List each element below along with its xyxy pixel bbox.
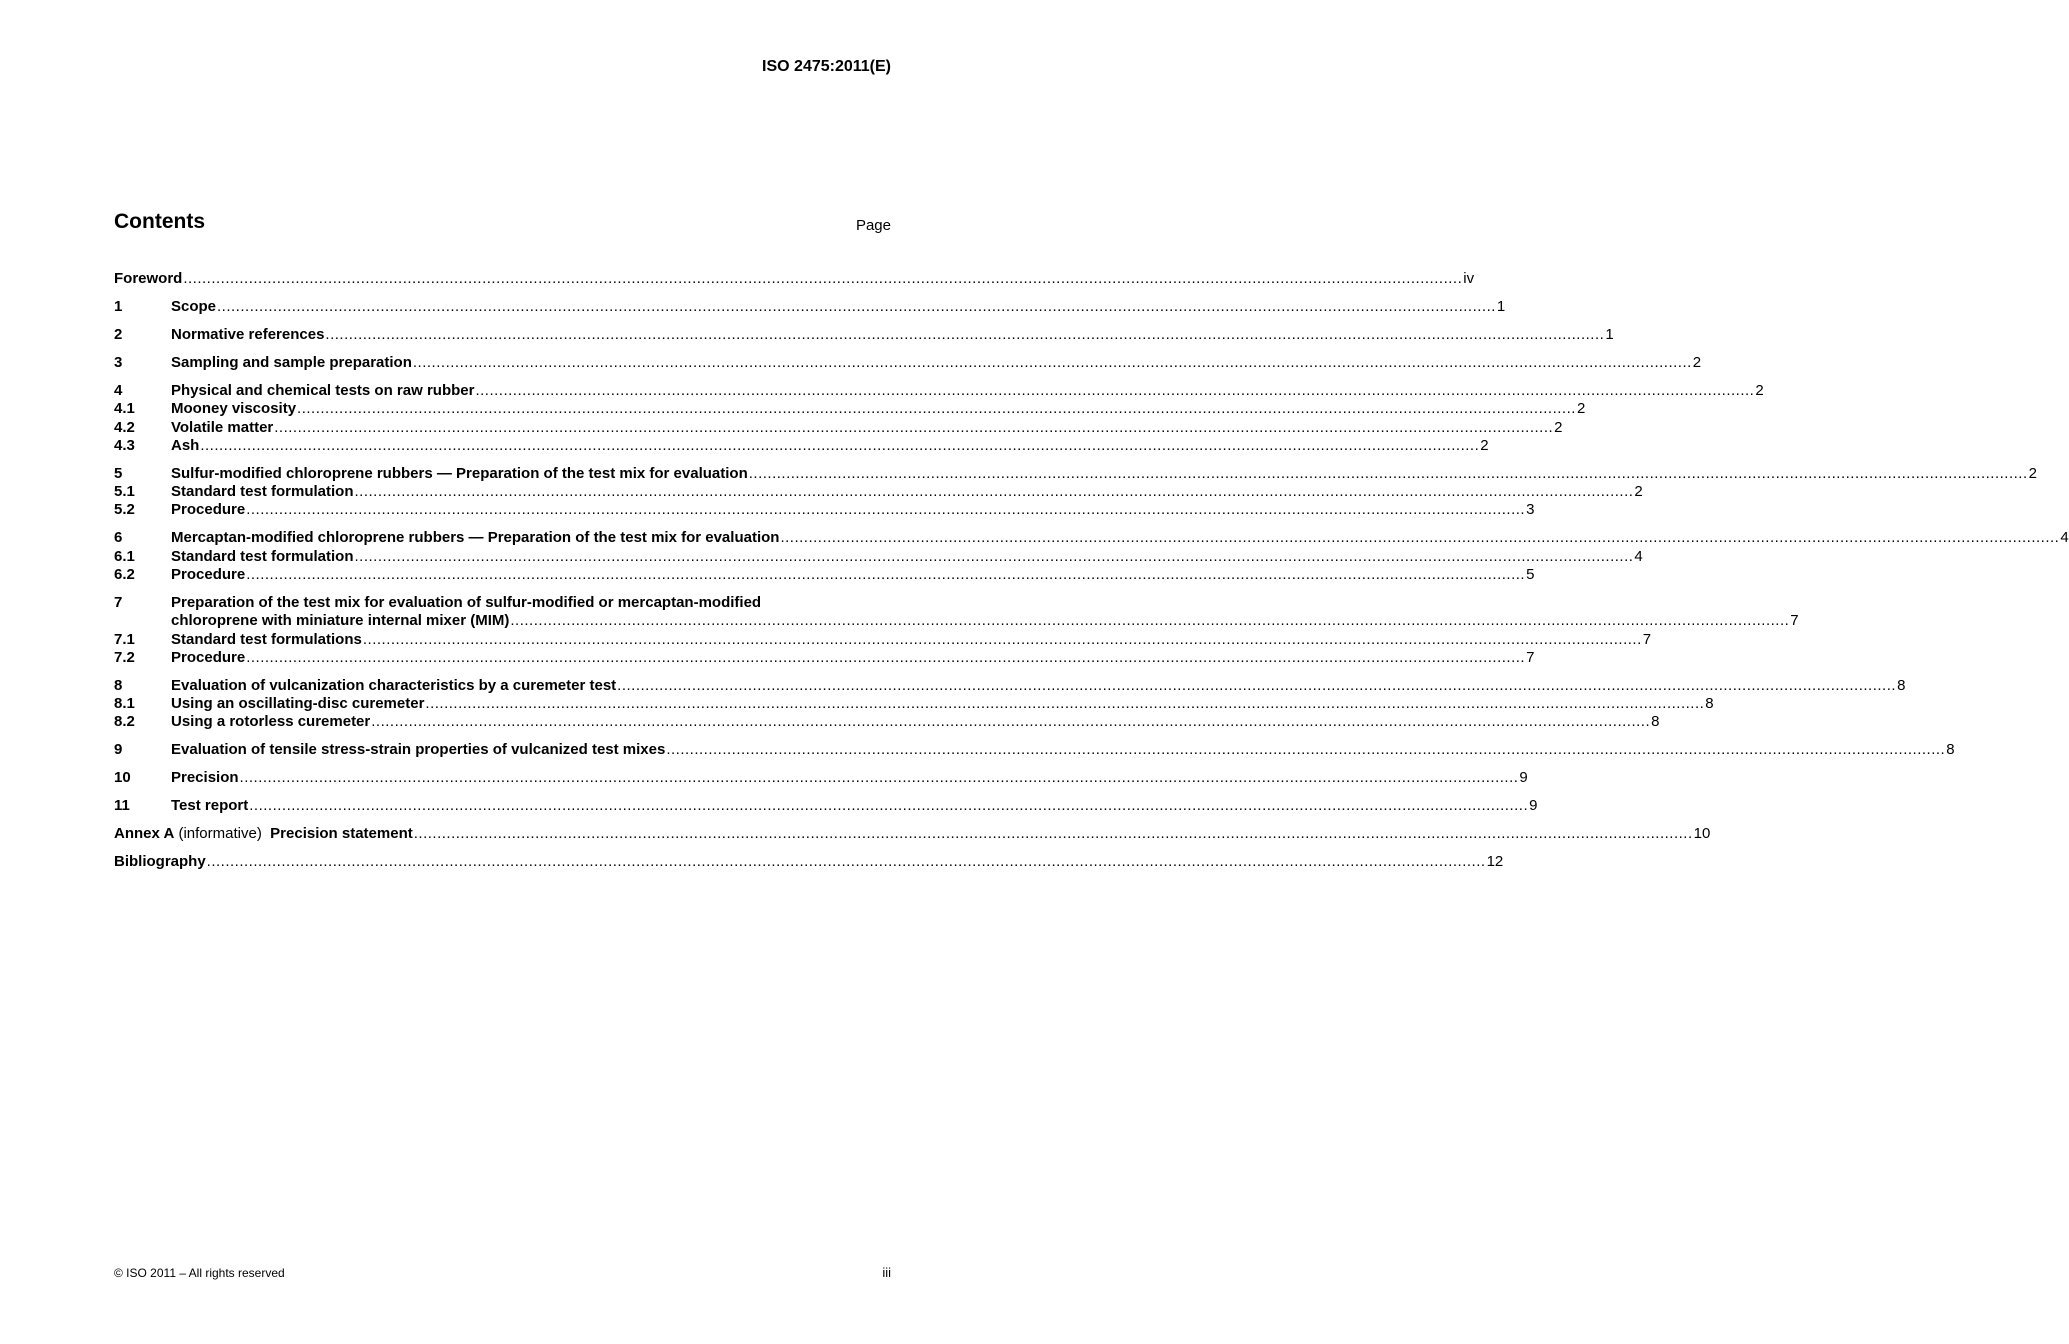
toc-title: Procedure: [171, 565, 246, 583]
toc-leader: [246, 501, 1525, 519]
toc-annex-label: [114, 825, 413, 843]
toc-page: 2: [1634, 483, 1643, 501]
toc-leader: [666, 741, 1945, 759]
toc-number: 6: [114, 529, 123, 547]
toc-number: 8: [114, 676, 123, 694]
toc-title: Evaluation of vulcanization characteristics by a curemeter test: [171, 676, 617, 694]
toc-page: 1: [1496, 297, 1506, 315]
toc-number: 4: [114, 381, 123, 399]
toc-page: 7: [1526, 648, 1535, 666]
toc-page: 2: [1692, 353, 1702, 371]
toc-number: 10: [114, 769, 131, 787]
toc-title: Using an oscillating-disc curemeter: [171, 695, 425, 713]
toc-page: 12: [1486, 853, 1504, 871]
toc-title: Standard test formulations: [171, 630, 362, 648]
toc-leader: [217, 298, 1496, 316]
toc-page: iv: [1463, 270, 1475, 287]
toc-entry[interactable]: [114, 565, 1535, 584]
contents-title: Contents: [114, 210, 205, 233]
toc-number: 1: [114, 297, 123, 315]
toc-page: 8: [1651, 713, 1660, 731]
toc-page: 7: [1642, 630, 1652, 648]
toc-title: Foreword: [114, 270, 183, 287]
toc-number-spacer: [114, 612, 171, 630]
toc-number: 4.1: [114, 400, 135, 418]
toc-title: Precision: [171, 769, 239, 787]
toc-number: 11: [114, 797, 130, 815]
toc-page: 9: [1519, 769, 1528, 787]
toc-title: Sampling and sample preparation: [171, 353, 412, 371]
toc-leader: [371, 713, 1650, 731]
toc-entry[interactable]: [114, 418, 1563, 437]
toc-entry[interactable]: [114, 695, 1714, 713]
toc-leader: [617, 677, 1896, 695]
toc-page: 2: [1480, 436, 1489, 454]
toc-title: Procedure: [171, 648, 246, 666]
toc-entry[interactable]: [114, 353, 1702, 372]
toc-title-line-2: chloroprene with miniature internal mixer (MIM): [171, 612, 510, 630]
toc-entry[interactable]: [114, 381, 1764, 400]
toc-entry[interactable]: [114, 529, 2069, 547]
document-code: ISO 2475:2011(E): [762, 58, 891, 75]
toc-entry[interactable]: [114, 547, 1643, 566]
toc-title: Scope: [171, 297, 217, 315]
toc-leader: [749, 465, 2028, 483]
toc-leader: [246, 649, 1525, 667]
toc-number: 7: [114, 593, 123, 611]
toc-number: 5: [114, 464, 123, 482]
toc-title-line-1: Preparation of the test mix for evaluation of sulfur-modified or mercaptan-modified: [171, 593, 762, 611]
toc-page: 2: [2028, 464, 2037, 482]
toc-entry[interactable]: [114, 464, 2037, 483]
toc-entry[interactable]: [114, 648, 1535, 667]
toc-page: 9: [1529, 797, 1538, 815]
toc-leader: [246, 566, 1525, 584]
toc-number: 6.2: [114, 565, 135, 583]
toc-entry[interactable]: [114, 400, 1586, 418]
toc-leader: [355, 483, 1634, 501]
toc-entry[interactable]: [114, 436, 1489, 455]
toc-number: 8.1: [114, 695, 135, 713]
toc-entry[interactable]: [114, 797, 1538, 815]
toc-page: 10: [1693, 825, 1711, 843]
toc-number: 4.3: [114, 436, 135, 454]
toc-entry[interactable]: [114, 297, 1506, 316]
table-of-contents: [114, 270, 2069, 872]
toc-title: Test report: [171, 797, 249, 815]
toc-leader: [414, 825, 1693, 843]
toc-page: 2: [1576, 400, 1586, 418]
toc-number: 8.2: [114, 713, 135, 731]
toc-leader: [355, 548, 1634, 566]
toc-page: 2: [1554, 418, 1563, 436]
toc-title: Mooney viscosity: [171, 400, 297, 418]
toc-leader: [207, 853, 1486, 871]
toc-entry[interactable]: [114, 713, 1660, 731]
toc-entry-foreword[interactable]: [114, 270, 1475, 288]
toc-page: 8: [1705, 695, 1714, 713]
toc-number: 3: [114, 353, 123, 371]
toc-leader: [274, 419, 1553, 437]
toc-entry[interactable]: [114, 593, 1799, 631]
toc-entry[interactable]: [114, 630, 1652, 649]
annex-label: Annex A: [114, 825, 175, 843]
toc-title: Sulfur-modified chloroprene rubbers — Preparation of the test mix for evaluation: [171, 464, 748, 482]
toc-title: Procedure: [171, 501, 246, 519]
toc-leader: [183, 270, 1462, 288]
toc-title: Physical and chemical tests on raw rubber: [171, 381, 475, 399]
toc-leader: [780, 529, 2059, 547]
toc-page: 8: [1946, 741, 1955, 759]
toc-leader: [240, 769, 1519, 787]
toc-leader: [249, 797, 1528, 815]
toc-number: 5.1: [114, 483, 135, 501]
toc-page: 8: [1897, 676, 1906, 694]
toc-entry[interactable]: [114, 483, 1643, 501]
toc-title: Ash: [171, 436, 200, 454]
toc-leader: [325, 326, 1604, 344]
toc-entry[interactable]: [114, 741, 1955, 759]
toc-leader: [425, 695, 1704, 713]
toc-page: 5: [1526, 565, 1535, 583]
toc-leader: [200, 437, 1479, 455]
toc-leader: [413, 354, 1692, 372]
toc-title: Standard test formulation: [171, 547, 354, 565]
copyright-notice: © ISO 2011 – All rights reserved: [114, 1266, 285, 1280]
toc-entry[interactable]: [114, 769, 1528, 787]
toc-page: 2: [1755, 381, 1764, 399]
toc-number: 9: [114, 741, 123, 759]
toc-page: 3: [1526, 501, 1535, 519]
toc-title: Using a rotorless curemeter: [171, 713, 371, 731]
toc-entry[interactable]: [114, 501, 1535, 519]
toc-title: Bibliography: [114, 853, 206, 871]
toc-leader: [363, 631, 1642, 649]
toc-page: 1: [1605, 325, 1614, 343]
toc-title: Volatile matter: [171, 418, 274, 436]
toc-number: 5.2: [114, 501, 135, 519]
toc-page: 4: [1634, 547, 1643, 565]
toc-title: Standard test formulation: [171, 483, 354, 501]
toc-number: 4.2: [114, 418, 135, 436]
toc-page: 7: [1790, 612, 1799, 630]
toc-entry[interactable]: [114, 325, 1614, 344]
toc-title: Mercaptan-modified chloroprene rubbers — Preparation of the test mix for evaluation: [171, 529, 780, 547]
toc-leader: [510, 612, 1789, 630]
toc-leader: [475, 382, 1754, 400]
toc-number: 7.2: [114, 648, 135, 666]
toc-leader: [297, 400, 1576, 418]
toc-entry-annex-a[interactable]: [114, 825, 1711, 843]
page-column-label: Page: [855, 217, 891, 234]
toc-page: 4: [2060, 529, 2069, 547]
toc-number: 7.1: [114, 630, 135, 648]
annex-type: (informative): [178, 825, 262, 843]
toc-title: Precision statement: [270, 825, 413, 843]
toc-number: 2: [114, 325, 123, 343]
toc-entry-bibliography[interactable]: [114, 853, 1504, 871]
page-number: iii: [882, 1265, 891, 1280]
toc-number: 6.1: [114, 547, 135, 565]
toc-entry[interactable]: [114, 676, 1906, 695]
toc-title: Evaluation of tensile stress-strain properties of vulcanized test mixes: [171, 741, 666, 759]
toc-title: Normative references: [171, 325, 325, 343]
